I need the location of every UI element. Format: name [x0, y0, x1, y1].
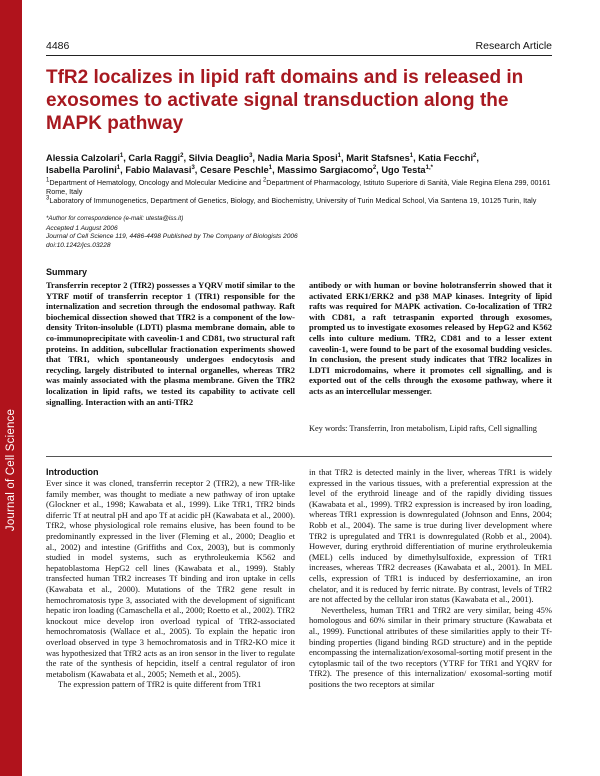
- author-affiliation-mark: 3: [249, 152, 253, 159]
- author-name: Marit Stafsnes: [346, 153, 410, 163]
- intro-paragraph: Nevertheless, human TfR1 and TfR2 are very similar, being 45% homologous and 60% similar in their primary structure (Kawabata et al., 1999). Functional attributes of these similarities apply to their Tf-binding properties (ligand binding RGD structure) and in the peptide encompassing the internalization/exosomal-sorting motif present in the cytoplasmic tail of the two receptors (YTRF for TfR1 and YQRV for TfR2). The presence of this internalization/ exosomal-sorting motif positions the two receptors at similar: [309, 604, 552, 689]
- intro-paragraph: Ever since it was cloned, transferrin receptor 2 (TfR2), a new TfR-like family member, was thought to mediate a new pathway of iron uptake (Glockner et al., 1998; Kawabata et al., 1999). Like TfR1, TfR2 binds diferric Tf at neutral pH and apo Tf at acidic pH (Kawabata et al., 2000). TfR2, whose physiological role remains elusive, has been found to be predominantly expressed in the liver (Fleming et al., 2000; Deaglio et al., 2002) and intestine (Griffiths and Cox, 2003), but is commonly studied in model systems, such as erythroleukemia K562 and hepatoblastoma HepG2 cell lines (Kawabata et al., 1999). Stably transfected human TfR2 increases Tf binding and iron uptake in cells (Kawabata et al., 2000). Mutations of the TfR2 gene result in hemochromatosis type 3, associated with the development of significant hepatic iron loading (Camaschella et al., 2000; Roetto et al., 2002). TfR2 knockout mice develop iron overload typical of TfR2-associated hemochromatosis (Wallace et al., 2005). To explain the hepatic iron overload observed in type 3 hemochromatosis and in TfR2-KO mice it was hypothesized that TfR2 acts as an iron sensor in the liver to regulate the rate of the synthesis of hepcidin, itself a central regulator of iron metabolism (Kawabata et al., 2005; Nemeth et al., 2005).: [46, 478, 295, 679]
- article-type: Research Article: [475, 40, 552, 52]
- article-title: TfR2 localizes in lipid raft domains and is released in exosomes to activate signal transduction along the MAPK pathway: [46, 67, 524, 134]
- author-affiliation-mark: 1: [268, 164, 273, 171]
- author-name: Silvia Deaglio: [188, 153, 250, 163]
- author-line-1: Alessia Calzolari$^1$, Carla Raggi$^2$, Silvia Deaglio$^3$, Nadia Maria Sposi$^1$, Marit Stafsnes$^1$, Katia Fecchi$^2$,: [46, 152, 479, 163]
- journal-sidebar: [0, 0, 22, 776]
- intro-paragraph: in that TfR2 is detected mainly in the liver, whereas TfR1 is widely expressed in the various tissues, with a preferential expression at the level of the erythroid lineage and of the rapidly dividing tissues (Kawabata et al., 1999). TfR2 expression is increased by iron loading, whereas TfR1 expression is downregulated (Johnson and Enns, 2004; Robb et al., 2004). The same is true during liver development where TfR2 is upregulated and TfR1 is downregulated (Robb et al., 2004). However, during erythroid differentiation of murine erythroleukemia (MEL) cells induced by dimethylsulfoxide, expression of TfR1 increases, whereas TfR2 decreases (Kawabata et al., 2001). In MEL cells, expression of TfR1 is induced by desferrioxamine, an iron chelator, and it is reduced by ferric nitrate. By contrast, levels of TfR2 are not affected by the cellular iron status (Kawabata et al., 2001).: [309, 467, 552, 605]
- affiliation-1-2: $^1$Department of Hematology, Oncology and Molecular Medicine and $^2$Department of Pharmacology, Istituto Superiore di Sanità, Viale Regina Elena 299, 00161 Rome, Italy: [46, 177, 551, 196]
- author-affiliation-mark: 1: [409, 152, 414, 159]
- author-name: Cesare Peschle: [199, 165, 269, 175]
- author-name: Ugo Testa: [381, 165, 426, 175]
- author-list: [46, 152, 556, 176]
- author-affiliation-mark: 2: [473, 152, 477, 159]
- citation: Journal of Cell Science 119, 4486-4498 Published by The Company of Biologists 2006: [46, 233, 298, 241]
- author-name: Alessia Calzolari: [46, 153, 120, 163]
- author-affiliation-mark: 2: [372, 164, 377, 171]
- page-number: 4486: [46, 40, 70, 52]
- publication-info: [46, 225, 298, 250]
- accepted-date: Accepted 1 August 2006: [46, 225, 118, 232]
- author-affiliation-mark: 1,*: [425, 164, 433, 171]
- author-name: Nadia Maria Sposi: [257, 153, 338, 163]
- affiliation-3: $^3$Laboratory of Immunogenetics, Department of Genetics, Biology, and Biochemistry, University of Turin Medical School, Via Santena 19, 10125 Turin, Italy: [46, 195, 537, 205]
- author-name: Fabio Malavasi: [125, 165, 192, 175]
- author-affiliation-mark: 2: [180, 152, 184, 159]
- author-name: Carla Raggi: [128, 153, 181, 163]
- author-affiliation-mark: 1: [337, 152, 342, 159]
- section-divider: [46, 456, 552, 457]
- header-rule: [46, 55, 552, 56]
- doi: doi:10.1242/jcs.03228: [46, 241, 111, 249]
- keywords: Key words: Transferrin, Iron metabolism, Lipid rafts, Cell signalling: [309, 424, 537, 433]
- author-line-2: Isabella Parolini$^1$, Fabio Malavasi$^3$, Cesare Peschle$^1$, Massimo Sargiacomo$^2$, Ugo Testa$^{1,*}$: [46, 164, 433, 175]
- correspondence: *Author for correspondence (e-mail: utesta@iss.it): [46, 215, 184, 222]
- author-name: Isabella Parolini: [46, 165, 117, 175]
- author-affiliation-mark: 3: [191, 164, 195, 171]
- author-affiliation-mark: 1: [116, 164, 121, 171]
- author-name: Katia Fecchi: [418, 153, 474, 163]
- summary-heading: Summary: [46, 267, 88, 277]
- intro-left-column: [46, 478, 295, 690]
- introduction-heading: Introduction: [46, 467, 99, 477]
- summary-left-column: Transferrin receptor 2 (TfR2) possesses a YQRV motif similar to the YTRF motif of transferrin receptor 1 (TfR1) responsible for the internalization and secretion through the endosomal pathway. Raft biochemical dissection showed that TfR2 is a component of the low-density Triton-insoluble (LDTI) plasma membrane domain, able to co-immunoprecipitate with caveolin-1 and CD81, two structural raft proteins. In addition, subcellular fractionation experiments showed that TfR1, which spontaneously undergoes endocytosis and recycling, largely distributed to internal organelles, whereas TfR2 was mainly associated with the plasma membrane. Given the TfR2 localization in lipid rafts, we tested its capability to activate cell signalling. Interaction with an anti-TfR2: [46, 280, 295, 407]
- summary-right-column: antibody or with human or bovine holotransferrin showed that it activated ERK1/ERK2 and p38 MAP kinases. Integrity of lipid rafts was required for MAPK activation. Co-localization of TfR2 with CD81, a raft tetraspanin exported through exosomes, prompted us to investigate exosomes released by HepG2 and K562 cells into culture medium. TfR2, CD81 and to a lesser extent caveolin-1, were found to be part of the exosomal budding vesicles. In conclusion, the present study indicates that TfR2 localizes in LDTI microdomains, where it promotes cell signalling, and is exported out of the cells through the exosome pathway, where it acts as an intercellular messenger.: [309, 280, 552, 396]
- intro-paragraph: The expression pattern of TfR2 is quite different from TfR1: [58, 679, 262, 690]
- sidebar-bar: [0, 0, 22, 776]
- sidebar-journal-name: Journal of Cell Science: [5, 408, 17, 532]
- author-name: Massimo Sargiacomo: [277, 165, 373, 175]
- author-affiliation-mark: 1: [119, 152, 124, 159]
- intro-right-column: [309, 467, 552, 689]
